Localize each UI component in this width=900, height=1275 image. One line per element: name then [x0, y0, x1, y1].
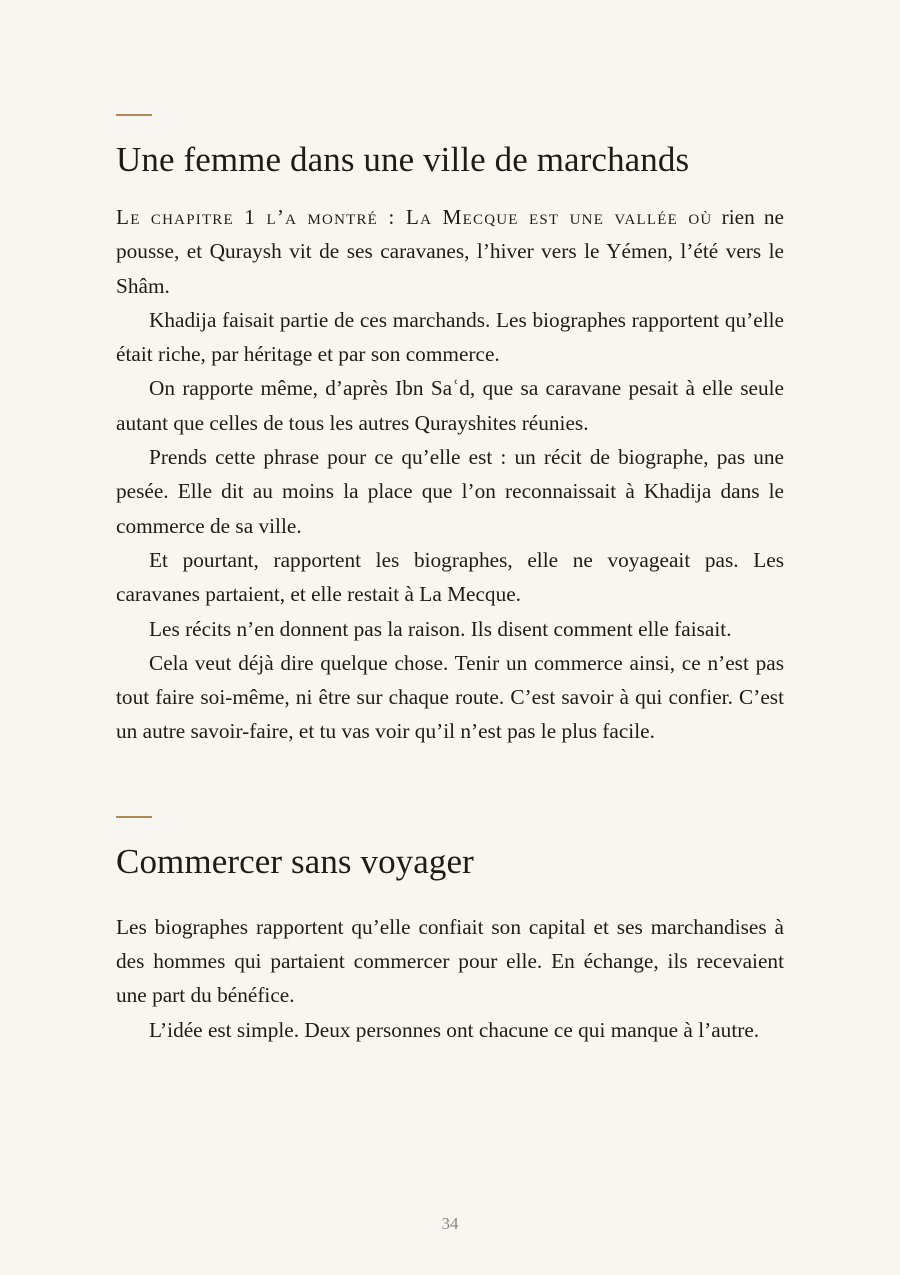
section-rule [116, 816, 152, 818]
paragraph: On rapporte même, d’après Ibn Saʿd, que sa caravane pesait à elle seule autant que celles de tous les autres Qurayshites réunies. [116, 376, 784, 435]
paragraph: Prends cette phrase pour ce qu’elle est : un récit de biographe, pas une pesée. Elle dit au moins la place que l’on reconnaissait à Khadija dans le commerce de sa ville. [116, 445, 784, 538]
section-commercer [116, 816, 784, 1047]
opening-paragraph [116, 200, 784, 303]
section-rule [116, 114, 152, 116]
paragraph: Et pourtant, rapportent les biographes, elle ne voyageait pas. Les caravanes partaient, et elle restait à La Mecque. [116, 547, 784, 607]
section-title: Commercer sans voyager [116, 841, 474, 881]
page-number: 34 [441, 1214, 459, 1233]
section-une-femme [116, 114, 784, 749]
page-content [116, 114, 784, 1047]
opening-smallcaps: Le chapitre 1 l’a montré : La Mecque est une vallée où [116, 205, 713, 229]
paragraph: Khadija faisait partie de ces marchands. Les biographes rapportent qu’elle était riche, par héritage et par son commerce. [116, 307, 784, 367]
paragraph: Les biographes rapportent qu’elle confiait son capital et ses marchandises à des hommes qui partaient commercer pour elle. En échange, ils recevaient une part du bénéfice. [116, 914, 784, 1008]
opening-rest: rien ne pousse, et Quraysh vit de ses caravanes, l’hiver vers le Yémen, l’été vers le Shâm. [116, 205, 784, 298]
section-title: Une femme dans une ville de marchands [116, 140, 690, 179]
paragraph: Les récits n’en donnent pas la raison. Ils disent comment elle faisait. [149, 616, 732, 641]
paragraph: Cela veut déjà dire quelque chose. Tenir un commerce ainsi, ce n’est pas tout faire soi-même, ni être sur chaque route. C’est savoir à qui confier. C’est un autre savoir-faire, et tu vas voir qu’il n’est pas le plus facile. [116, 650, 784, 744]
paragraph: L’idée est simple. Deux personnes ont chacune ce qui manque à l’autre. [149, 1017, 760, 1042]
